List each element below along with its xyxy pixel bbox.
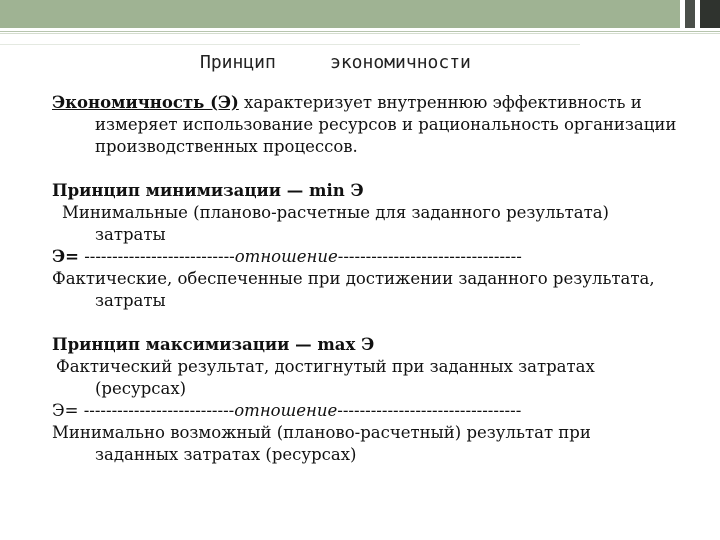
maximization-heading: Принцип максимизации — max Э bbox=[52, 335, 375, 354]
minimization-numerator-1: Минимальные (планово-расчетные для заданного результата) bbox=[62, 203, 609, 222]
title-word-2: экономичности bbox=[330, 52, 471, 73]
definition-line-2: измеряет использование ресурсов и рациональность организации bbox=[95, 115, 677, 134]
minimization-numerator-2: затраты bbox=[95, 225, 166, 244]
title-word-1: Принцип bbox=[200, 52, 276, 73]
header-rule-light bbox=[0, 33, 720, 34]
minimization-dashes-left: --------------------------- bbox=[84, 247, 235, 266]
maximization-eq-label: Э= bbox=[52, 401, 79, 420]
header-accent-darker bbox=[700, 0, 720, 28]
maximization-relation: отношение bbox=[234, 401, 338, 420]
header-band bbox=[0, 0, 680, 28]
title-rule bbox=[0, 44, 580, 45]
slide-body bbox=[0, 92, 720, 466]
maximization-denominator-2: заданных затратах (ресурсах) bbox=[95, 445, 357, 464]
header-decoration bbox=[0, 0, 720, 36]
minimization-eq-label: Э= bbox=[52, 247, 79, 266]
maximization-dashes-left: --------------------------- bbox=[83, 401, 235, 420]
definition-text-1: характеризует внутреннюю эффективность и bbox=[238, 93, 642, 112]
header-accent-dark bbox=[685, 0, 695, 28]
minimization-denominator-1: Фактические, обеспеченные при достижении заданного результата, bbox=[52, 269, 655, 288]
maximization-denominator-1: Минимально возможный (планово-расчетный) результат при bbox=[52, 423, 591, 442]
minimization-denominator-2: затраты bbox=[95, 291, 166, 310]
definition-line-3: производственных процессов. bbox=[95, 137, 358, 156]
definition-term: Экономичность (Э) bbox=[52, 93, 239, 112]
minimization-heading: Принцип минимизации — min Э bbox=[52, 181, 364, 200]
maximization-dashes-right: --------------------------------- bbox=[337, 401, 522, 420]
maximization-numerator-1: Фактический результат, достигнутый при заданных затратах bbox=[56, 357, 595, 376]
definition-line-1 bbox=[0, 92, 720, 114]
maximization-numerator-2: (ресурсах) bbox=[95, 379, 187, 398]
minimization-fraction-line bbox=[0, 246, 720, 268]
maximization-fraction-line bbox=[0, 400, 720, 422]
header-rule bbox=[0, 31, 720, 32]
minimization-relation: отношение bbox=[234, 247, 338, 266]
minimization-dashes-right: --------------------------------- bbox=[337, 247, 522, 266]
